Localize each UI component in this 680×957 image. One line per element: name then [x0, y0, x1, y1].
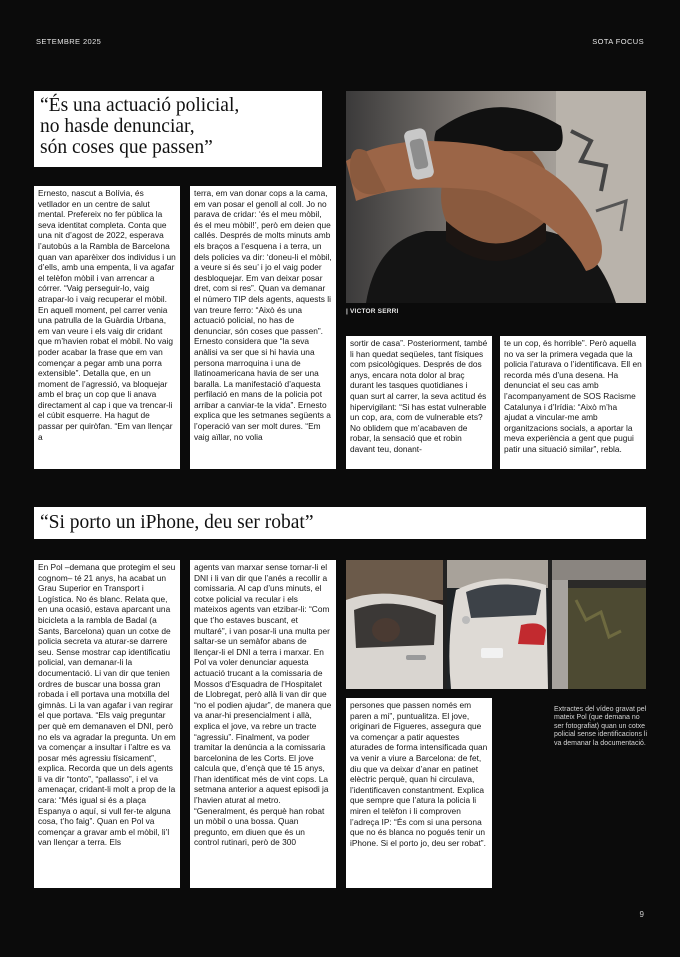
- story2-title: [34, 507, 646, 539]
- story1-column-4: [500, 336, 646, 469]
- story1-title-line: “És una actuació policial,: [40, 95, 240, 116]
- story1-title: [34, 91, 322, 167]
- story2-column-1: [34, 560, 180, 888]
- photo-police-car-video-stills-icon: [346, 560, 646, 689]
- story2-text: persones que passen només em paren a mi”, puntualitza. El jove, originari de Figueres, assegura que va començar a patir aquestes aturades de forma intensificada quan va venir a viure a Barcelona: de fet, diu que va deixar d’anar en patinet elèctric perquè, quan hi circulava, l’identificaven constantment. Explica que sempre que l’atura la policia li miren el telèfon i li comproven l’adreça IP: “És com si una persona que no és blanca no pogués tenir un iPhone. Si el porto jo, deu ser robat”.: [350, 700, 488, 848]
- photo-man-covering-face-icon: [346, 91, 646, 303]
- story1-text: terra, em van donar cops a la cama, em van posar el genoll al coll. Jo no parava de cridar: ‘és el meu mòbil, és el meu mòbil!’, però em deien que callés. Després de molts minuts amb els braços a l’esquena i a terra, un dels policies va dir: ‘doneu-li el mòbil, a veure si és seu’ i jo el vaig poder desbloquejar. Em van deixar posar dret, com si res”. Quan va demanar el número TIP dels agents, aquests li van treure ferro: “Això és una actuació policial, no has de denunciar, són coses que passen”. Ernesto considera que “la seva anàlisi va ser que si hi havia una persona marroquina i una de llatinoamericana havia de ser una baralla. La manifestació d’aquesta perfilació en mans de la policia pot arribar a canviar-te la vida”. Ernesto explica que les setmanes següents a l’operació van ser molt dures. “Em vaig aïllar, no volia: [194, 188, 332, 442]
- photo-credit: | VICTOR SERRI: [346, 308, 399, 315]
- section-date: SETEMBRE 2025: [36, 37, 102, 46]
- page-number: 9: [639, 910, 644, 919]
- story2-column-3: [346, 698, 492, 888]
- story1-title-line: no hasde denunciar,: [40, 116, 195, 137]
- story1-text: te un cop, és horrible”. Però aquella no va ser la primera vegada que la policia l’aturava o l’identificava. Ell en recorda més d’una desena. Ha denunciat el seu cas amb l’acompanyament de SOS Racisme Catalunya i d’Irídia: “Això m’ha ajudat a vincular-me amb organitzacions socials, a aportar la meva experiència a gent que pugui patir una situació similar”, rebla.: [504, 338, 642, 454]
- story1-photo: [346, 91, 646, 303]
- story2-photo-stills: [346, 560, 646, 689]
- story2-column-2: [190, 560, 336, 888]
- story1-column-1: [34, 186, 180, 469]
- story1-text: Ernesto, nascut a Bolívia, és vetllador en un centre de salut mental. Prefereix no fer pública la seva identitat completa. Conta que una nit d’agost de 2022, esperava l’autobús a la Rambla de Barcelona quan van aparèixer dos individus i un d’ells, amb una empenta, li va agafar el telèfon mòbil i van arrencar a córrer. “Vaig perseguir-lo, vaig atrapar-lo i vaig recuperar el mòbil. En aquell moment, pel carrer venia una patrulla de la Guàrdia Urbana, em van veure i els vaig dir cridant que m’havien robat el mòbil. No vaig poder acabar la frase que em van començar a pegar amb una porra extensible”. Detalla que, en un moment de l’agressió, va bloquejar amb el braç un cop que li anava directament al cap i que va trencar-li el cúbit esquerre. Ha hagut de passar per quiròfan. “Em van llençar a: [38, 188, 176, 442]
- story1-column-2: [190, 186, 336, 469]
- story2-text: En Pol –demana que protegim el seu cognom– té 21 anys, ha acabat un Grau Superior en Transport i Logística. No és blanc. Relata que, en una ocasió, estava aparcant una bicicleta a la rambla de Badal (a Sants, Barcelona) quan un cotxe de policia secreta va aturar-se darrere seu. Sense mostrar cap identificatiu policial, van demanar-li la documentació. Li van dir que tenien ordres de buscar una bossa gran robada i ell portava una motxilla del gimnàs. Li la van agafar i van regirar el que portava. “Els vaig preguntar per què em demanaven el DNI, però no els va agradar la pregunta. Un em va començar a insultar i l’altre es va posar més agressiu físicament”, explica. Recorda que un dels agents li va dir “tonto”, “pallasso”, i el va amenaçar, cridant-li molt a prop de la cara: “Més igual si és a plaça Espanya o aquí, si vull fer-te alguna cosa, t’ho faig”. Quan en Pol va començar a gravar amb el mòbil, li’l van llençar a terra. Els: [38, 562, 176, 848]
- photo-caption: Extractes del vídeo gravat pel mateix Pol (que demana no ser fotografiat) quan un cotxe policial sense identificacions li va demanar la documentació.: [554, 706, 647, 747]
- section-name: SOTA FOCUS: [592, 37, 644, 46]
- story1-title-line: són coses que passen”: [40, 137, 213, 158]
- story2-title-line: “Si porto un iPhone, deu ser robat”: [40, 512, 314, 533]
- story2-text: agents van marxar sense tornar-li el DNI i li van dir que l’anés a recollir a comissaria. Al cap d’uns minuts, el cotxe policial va recular i els mateixos agents van etzibar-li: “Com que t’ho estaves buscant, et multaré”, i van posar-li una multa per saltar-se un semàfor abans de llençar-li el DNI a terra i marxar. En Pol va voler denunciar aquesta actuació trucant a la comissaria de Mossos d’Esquadra de l’Hospitalet de Llobregat, però allà li van dir que “no el podien ajudar”, de manera que va anar-hi presencialment i allà, explica el jove, va rebre un tracte “agressiu”. Finalment, va poder tramitar la denúncia a la comissaria barcelonina de les Corts. El jove calcula que, d’ençà que té 15 anys, l’han identificat més de vint cops. La setmana anterior a aquest episodi ja l’havien aturat al metro. “Generalment, és perquè han robat un mòbil o una bossa. Quan pregunto, em diuen que és un control rutinari, però de 300: [194, 562, 332, 848]
- story1-text: sortir de casa”. Posteriorment, també li han quedat seqüeles, tant físiques com psicològiques. Després de dos anys, encara nota dolor al braç durant les tasques quotidianes i quan surt al carrer, la seva actitud és hipervigilant: “Si has estat vulnerable un cop, ara, com de vulnerable ets? No oblidem que m’acabaven de robar, la sensació que et robin davant teu, donant-: [350, 338, 488, 454]
- story1-column-3: [346, 336, 492, 469]
